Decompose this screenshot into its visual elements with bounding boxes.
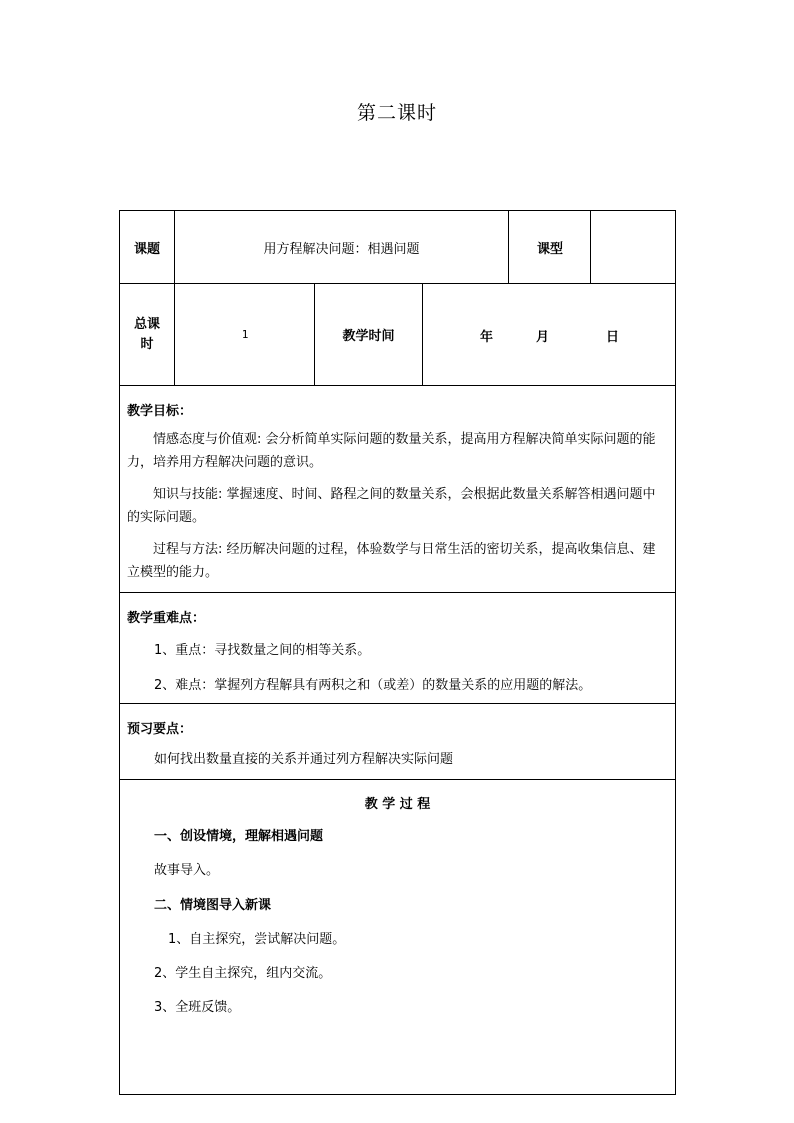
page-title: 第二课时 — [356, 102, 437, 124]
teaching-time-value — [423, 284, 675, 385]
lesson-type-value — [591, 211, 675, 283]
total-lessons-label-line2: 时 — [140, 336, 154, 352]
objective-knowledge: 知识与技能: 掌握速度、时间、路程之间的数量关系，会根据此数量关系解答相遇问题中的实际问题。 — [127, 487, 656, 525]
key-point-difficulty: 2、难点：掌握列方程解具有两积之和（或差）的数量关系的应用题的解法。 — [154, 678, 592, 693]
key-point-focus: 1、重点：寻找数量之间的相等关系。 — [154, 643, 371, 658]
row-divider — [120, 703, 675, 704]
objective-process: 过程与方法: 经历解决问题的过程，体验数学与日常生活的密切关系，提高收集信息、建立模型的能力。 — [127, 542, 656, 580]
topic-label: 课题 — [133, 241, 160, 257]
teaching-time-label: 教学时间 — [342, 329, 395, 344]
row-divider — [120, 385, 675, 386]
process-step-3: 3、全班反馈。 — [154, 1000, 241, 1015]
topic-value: 用方程解决问题：相遇问题 — [263, 241, 420, 257]
key-points-heading: 教学重难点： — [127, 611, 206, 626]
preview-text: 如何找出数量直接的关系并通过列方程解决实际问题 — [154, 752, 454, 767]
objectives-heading: 教学目标： — [127, 404, 193, 419]
preview-heading: 预习要点： — [127, 722, 193, 737]
process-section1-title: 一、创设情境，理解相遇问题 — [154, 829, 324, 844]
total-lessons-value: 1 — [241, 328, 249, 341]
lesson-type-label: 课型 — [536, 241, 563, 257]
process-step-2: 2、学生自主探究，组内交流。 — [154, 966, 332, 981]
year-label: 年 — [480, 330, 494, 345]
objective-affective: 情感态度与价值观: 会分析简单实际问题的数量关系，提高用方程解决简单实际问题的能力，培养用方程解决问题的意识。 — [127, 432, 656, 470]
process-heading: 教 学 过 程 — [364, 797, 431, 812]
month-label: 月 — [536, 330, 550, 345]
process-step-1: 1、自主探究，尝试解决问题。 — [168, 932, 346, 947]
process-section2-title: 二、情境图导入新课 — [154, 898, 272, 913]
day-label: 日 — [606, 330, 620, 345]
process-section1-text: 故事导入。 — [154, 863, 220, 878]
total-lessons-label-line1: 总课 — [133, 316, 160, 332]
lesson-plan-table — [119, 210, 676, 1095]
row-divider — [120, 779, 675, 780]
row-divider — [120, 592, 675, 593]
total-lessons-label — [120, 284, 174, 385]
